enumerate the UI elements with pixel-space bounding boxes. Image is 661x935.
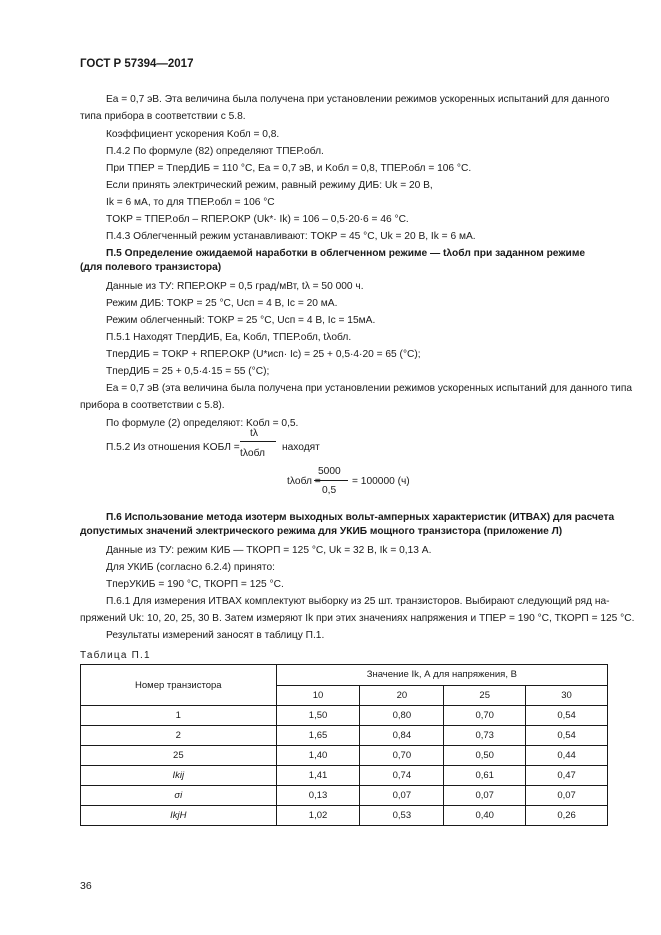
table-caption: Таблица П.1 (80, 650, 151, 661)
table-cell: 0,44 (526, 746, 608, 766)
text-line: При TПЕР = TперДИБ = 110 °С, Ea = 0,7 эВ, и Kобл = 0,8, TПЕР.обл = 106 °С. (106, 163, 472, 174)
table-row (81, 706, 608, 726)
text-line: Ea = 0,7 эВ. Эта величина была получена при установлении режимов ускоренных испытаний для данного (106, 94, 610, 105)
table-cell: 0,26 (526, 806, 608, 826)
formula-denominator: 0,5 (322, 485, 337, 496)
table-cell: 0,13 (276, 786, 360, 806)
results-table (80, 664, 608, 826)
table-row-label: 25 (81, 746, 277, 766)
table-cell: 0,70 (444, 706, 526, 726)
table-cell: 0,70 (360, 746, 444, 766)
table-header-transistor: Номер транзистора (81, 665, 277, 706)
table-row (81, 786, 608, 806)
table-cell: 1,02 (276, 806, 360, 826)
text-line: типа прибора в соответствии с 5.8. (80, 111, 246, 122)
table-row-label: 1 (81, 706, 277, 726)
section-heading: (для полевого транзистора) (80, 262, 222, 273)
table-cell: 1,50 (276, 706, 360, 726)
table-row-label: σi (81, 786, 277, 806)
text-line: Данные из ТУ: режим КИБ — TКОРП = 125 °С, Uk = 32 В, Ik = 0,13 А. (106, 545, 432, 556)
table-cell: 0,07 (444, 786, 526, 806)
table-cell: 0,74 (360, 766, 444, 786)
text-line: Коэффициент ускорения Kобл = 0,8. (106, 129, 280, 140)
table-row-label: IkjH (81, 806, 277, 826)
table-cell: 0,07 (360, 786, 444, 806)
fraction-bar (314, 480, 348, 481)
table-cell: 1,65 (276, 726, 360, 746)
table-row (81, 726, 608, 746)
table-cell: 0,84 (360, 726, 444, 746)
table-header-voltage: 10 (276, 685, 360, 706)
table-cell: 0,50 (444, 746, 526, 766)
text-line: TперДИБ = TОКР + RПЕР.ОКР (U*исп· Ic) = 25 + 0,5·4·20 = 65 (°С); (106, 349, 421, 360)
formula-denominator: tλобл (240, 448, 265, 459)
formula-suffix: находят (282, 442, 320, 453)
section-heading: П.5 Определение ожидаемой наработки в облегченном режиме — tλобл при заданном режиме (106, 248, 586, 259)
section-heading: П.6 Использование метода изотерм выходных вольт-амперных характеристик (ИТВАХ) для расчета (106, 512, 615, 523)
page-number: 36 (80, 880, 92, 892)
text-line: TОКР = TПЕР.обл – RПЕР.ОКР (Uk*· Ik) = 106 – 0,5·20·6 = 46 °С. (106, 214, 409, 225)
table-header-voltage: 30 (526, 685, 608, 706)
formula-rhs: = 100000 (ч) (352, 476, 410, 487)
table-row-label: Ikij (81, 766, 277, 786)
table-header-voltage: 20 (360, 685, 444, 706)
text-line: П.4.3 Облегченный режим устанавливают: TОКР = 45 °С, Uk = 20 В, Ik = 6 мА. (106, 231, 476, 242)
table-header-current: Значение Ik, А для напряжения, В (276, 665, 607, 686)
text-line: прибора в соответствии с 5.8). (80, 400, 225, 411)
document-header: ГОСТ Р 57394—2017 (80, 58, 194, 70)
table-cell: 0,53 (360, 806, 444, 826)
table-cell: 0,80 (360, 706, 444, 726)
text-line: П.4.2 По формуле (82) определяют TПЕР.обл. (106, 146, 324, 157)
fraction-bar (240, 441, 276, 442)
formula-numerator: 5000 (318, 466, 341, 477)
table-header-voltage: 25 (444, 685, 526, 706)
formula-prefix: П.5.2 Из отношения KОБЛ = (106, 442, 240, 453)
text-line: TперУКИБ = 190 °С, TКОРП = 125 °С. (106, 579, 284, 590)
text-line: Режим ДИБ: TОКР = 25 °С, Uсп = 4 В, Ic = 20 мА. (106, 298, 338, 309)
text-line: Ik = 6 мА, то для TПЕР.обл = 106 °С (106, 197, 275, 208)
text-line: TперДИБ = 25 + 0,5·4·15 = 55 (°С); (106, 366, 270, 377)
text-line: П.6.1 Для измерения ИТВАХ комплектуют выборку из 25 шт. транзисторов. Выбирают следующий ряд на- (106, 596, 610, 607)
text-line: П.5.1 Находят TперДИБ, Ea, Kобл, TПЕР.обл, tλобл. (106, 332, 352, 343)
table-row-label: 2 (81, 726, 277, 746)
formula-lhs: tλобл = (287, 476, 321, 487)
table-row (81, 806, 608, 826)
table-cell: 1,40 (276, 746, 360, 766)
table-row (81, 766, 608, 786)
table-cell: 0,07 (526, 786, 608, 806)
text-line: Режим облегченный: TОКР = 25 °С, Uсп = 4 В, Ic = 15мА. (106, 315, 376, 326)
table-cell: 0,73 (444, 726, 526, 746)
text-line: Ea = 0,7 эВ (эта величина была получена при установлении режимов ускоренных испытаний для данного типа (106, 383, 633, 394)
text-line: Для УКИБ (согласно 6.2.4) принято: (106, 562, 275, 573)
table-cell: 0,40 (444, 806, 526, 826)
formula-numerator: tλ (250, 428, 258, 439)
text-line: По формуле (2) определяют: Kобл = 0,5. (106, 418, 299, 429)
text-line: Данные из ТУ: RПЕР.ОКР = 0,5 град/мВт, tλ = 50 000 ч. (106, 281, 364, 292)
table-cell: 0,54 (526, 706, 608, 726)
table-cell: 0,47 (526, 766, 608, 786)
text-line: пряжений Uk: 10, 20, 25, 30 В. Затем измеряют Ik при этих значениях напряжения и TПЕР = 190 °С, TКОРП = 125 °С. (80, 613, 635, 624)
table-cell: 1,41 (276, 766, 360, 786)
table-row (81, 746, 608, 766)
section-heading: допустимых значений электрического режима для УКИБ мощного транзистора (приложение Л) (80, 526, 563, 537)
text-line: Результаты измерений заносят в таблицу П.1. (106, 630, 325, 641)
text-line: Если принять электрический режим, равный режиму ДИБ: Uk = 20 В, (106, 180, 433, 191)
table-cell: 0,54 (526, 726, 608, 746)
table-cell: 0,61 (444, 766, 526, 786)
